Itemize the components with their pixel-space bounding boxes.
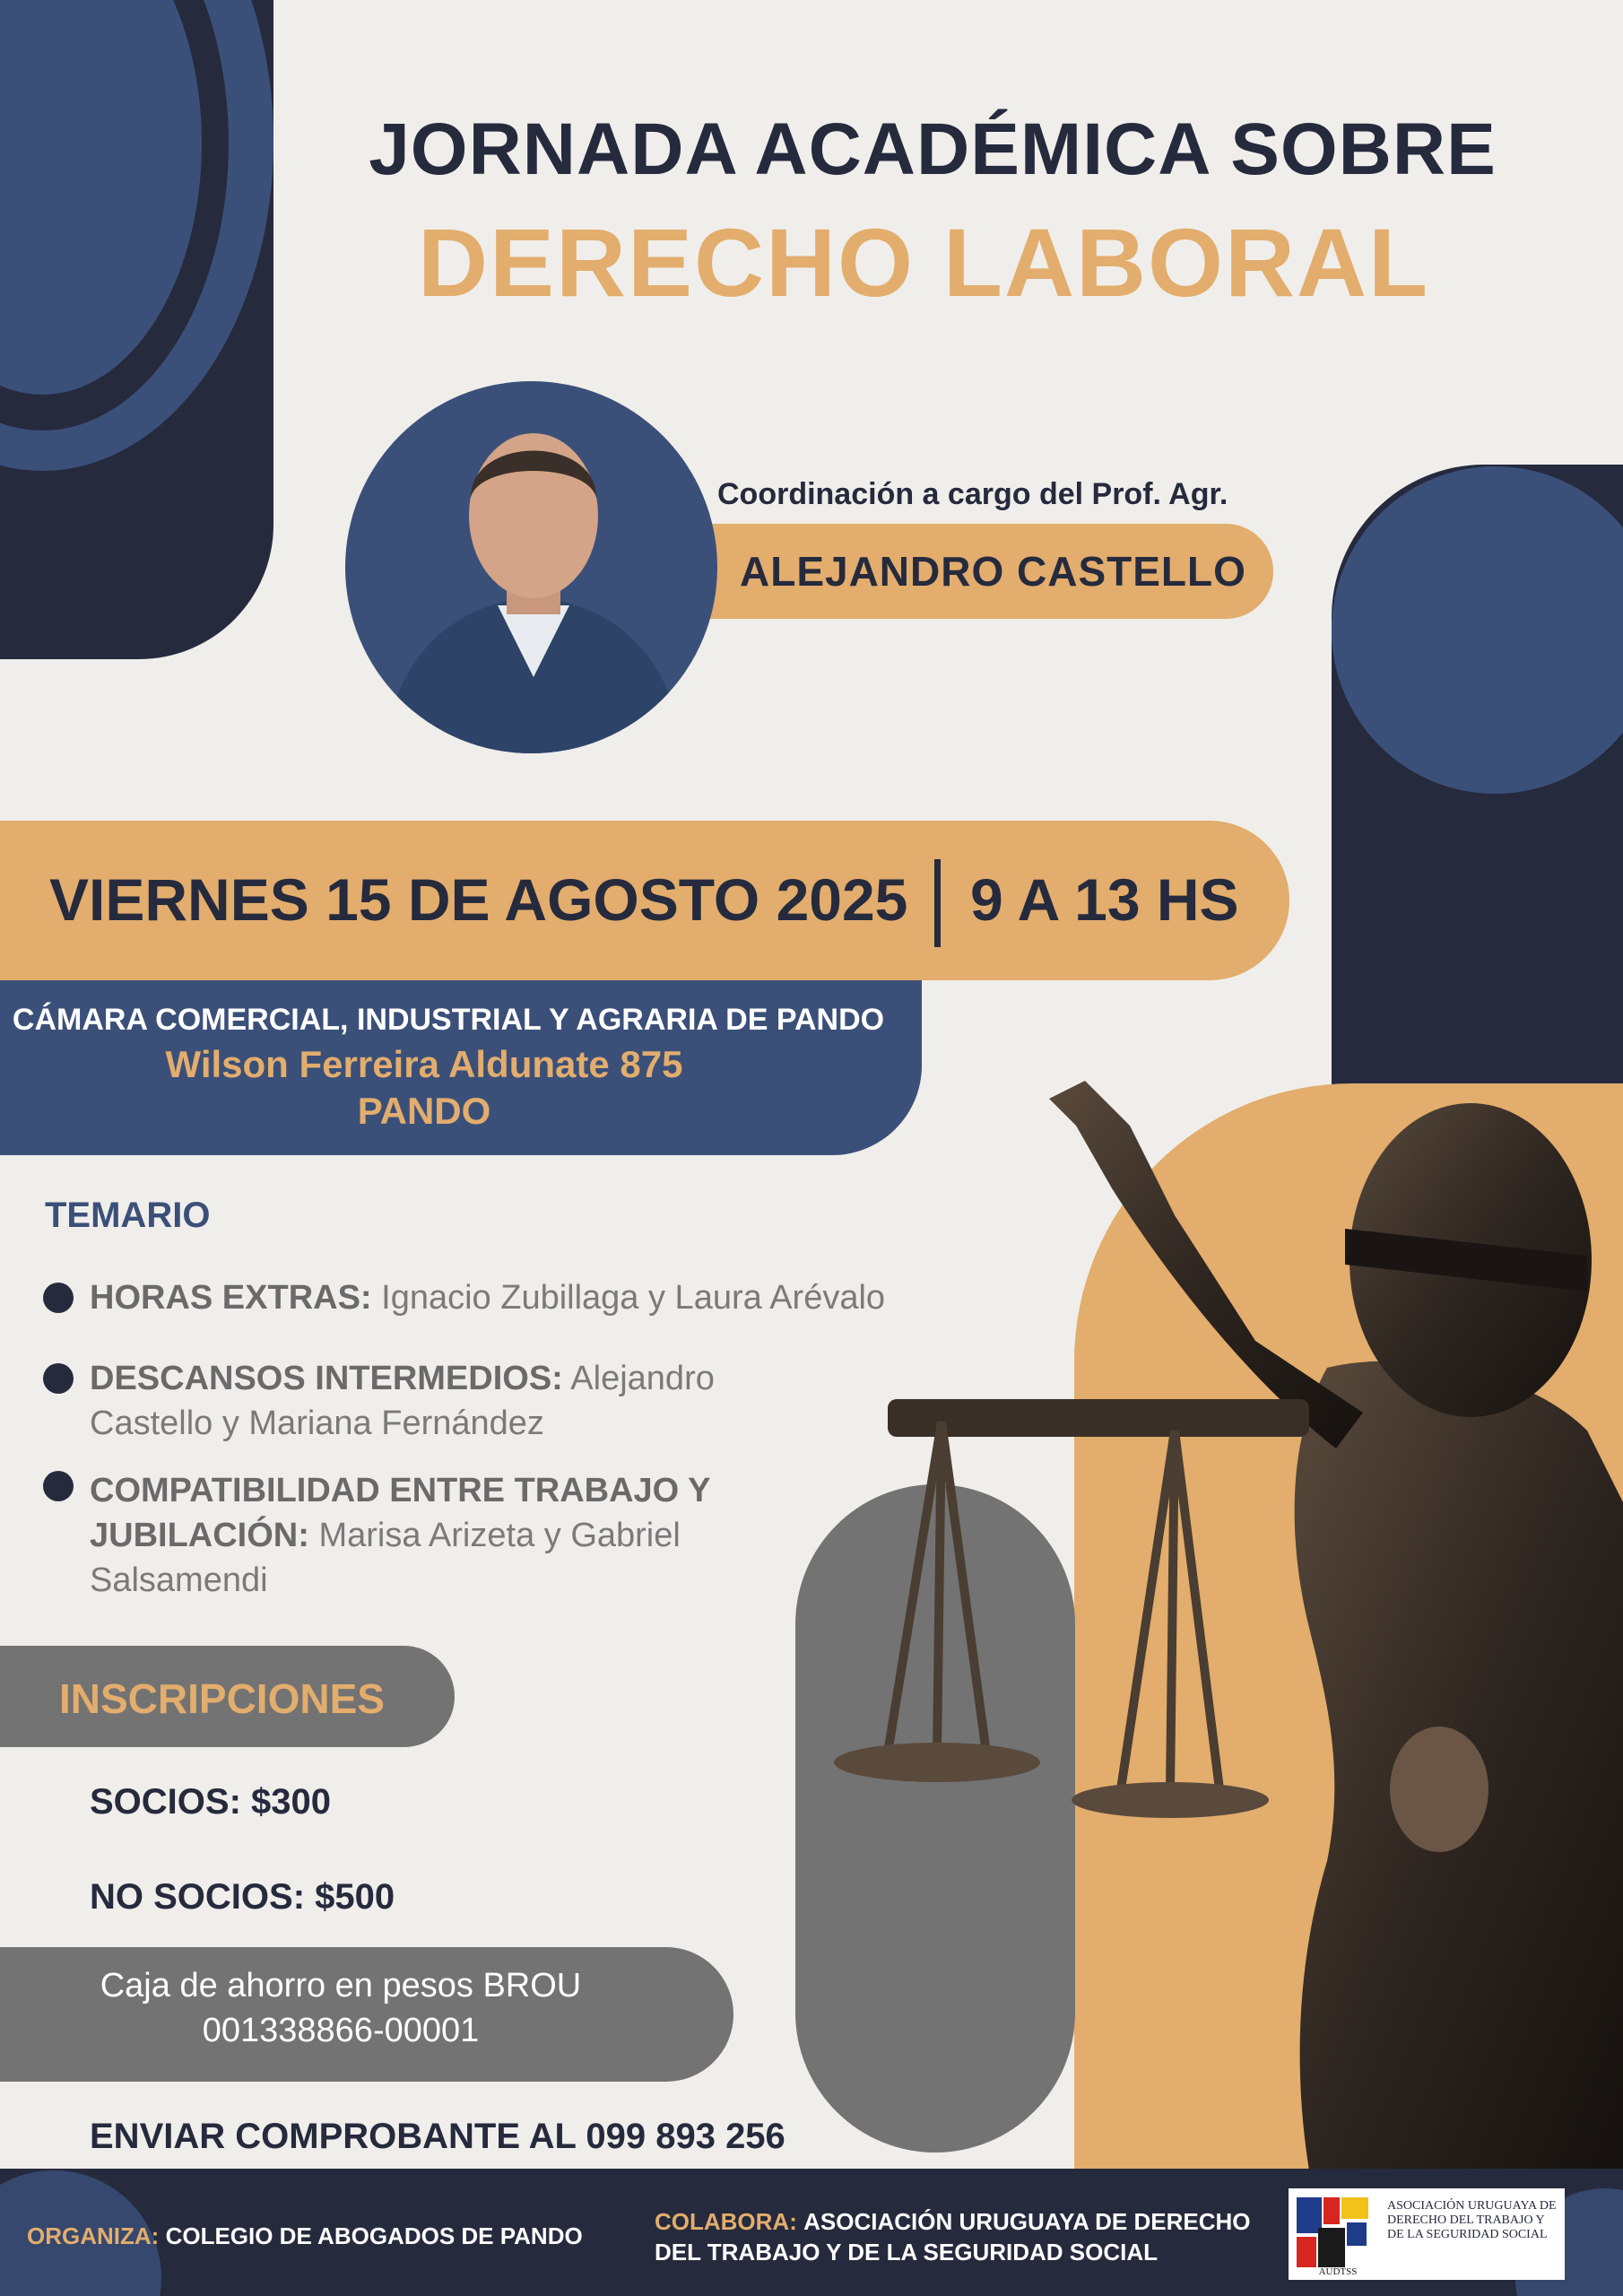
collaborator — [655, 2206, 1251, 2267]
audtss-logo-text: ASOCIACIÓN URUGUAYA DE DERECHO DEL TRABAJO Y DE LA SEGURIDAD SOCIAL — [1387, 2199, 1557, 2241]
event-date: VIERNES 15 DE AGOSTO 2025 — [49, 866, 908, 933]
temario-title: TEMARIO — [45, 1196, 211, 1235]
bullet-icon — [43, 1283, 74, 1313]
logo-acronym: AUDTSS — [1318, 2266, 1358, 2276]
temario-topic: HORAS EXTRAS: — [90, 1279, 372, 1317]
bank-account-type: Caja de ahorro en pesos BROU — [100, 1967, 582, 2005]
price-no-socios: NO SOCIOS: $500 — [90, 1877, 395, 1917]
scale-left-pan — [834, 1743, 1040, 1782]
temario-item — [90, 1275, 968, 1320]
audtss-logo-mark — [1293, 2192, 1383, 2276]
organizer-name: COLEGIO DE ABOGADOS DE PANDO — [165, 2222, 583, 2249]
statue-medallion — [1390, 1726, 1488, 1852]
venue-city: PANDO — [357, 1090, 491, 1132]
temario-speakers: Marisa Arizeta y Gabriel Salsamendi — [90, 1517, 681, 1599]
price-socios: SOCIOS: $300 — [90, 1782, 332, 1822]
bullet-icon — [43, 1363, 74, 1394]
temario-topic: DESCANSOS INTERMEDIOS: — [90, 1360, 563, 1397]
temario-topic: COMPATIBILIDAD ENTRE TRABAJO Y JUBILACIÓN: — [90, 1472, 710, 1554]
person-photo — [345, 381, 717, 753]
organizer-label: ORGANIZA: — [27, 2222, 160, 2249]
title-line-1: JORNADA ACADÉMICA SOBRE — [369, 109, 1497, 190]
title-line-2: DERECHO LABORAL — [418, 208, 1429, 317]
coordinator-name: ALEJANDRO CASTELLO — [740, 548, 1246, 595]
venue-street: Wilson Ferreira Aldunate 875 — [165, 1043, 683, 1085]
scale-left-chains — [888, 1422, 986, 1753]
inscripciones-title: INSCRIPCIONES — [59, 1675, 385, 1722]
coordinator-intro: Coordinación a cargo del Prof. Agr. — [717, 477, 1228, 511]
bullet-icon — [43, 1471, 74, 1501]
collaborator-name-line1: ASOCIACIÓN URUGUAYA DE DERECHO — [803, 2208, 1251, 2235]
event-time: 9 A 13 HS — [970, 866, 1239, 933]
bank-account-number: 001338866-00001 — [202, 2012, 480, 2049]
temario-item — [90, 1356, 771, 1446]
lady-justice-statue — [753, 1072, 1623, 2170]
statue-arm — [1049, 1081, 1363, 1448]
date-time-divider — [934, 859, 941, 947]
collaborator-label: COLABORA: — [655, 2208, 797, 2235]
scale-right-chains — [1121, 1431, 1219, 1789]
send-receipt-text: ENVIAR COMPROBANTE AL 099 893 256 — [90, 2117, 785, 2156]
person-photo-illustration — [345, 381, 717, 753]
temario-speakers: Ignacio Zubillaga y Laura Arévalo — [381, 1279, 886, 1317]
scale-right-pan — [1072, 1782, 1269, 1818]
organizer — [27, 2222, 583, 2250]
collaborator-name-line2: DEL TRABAJO Y DE LA SEGURIDAD SOCIAL — [655, 2239, 1158, 2266]
scale-beam — [888, 1399, 1309, 1437]
temario-item — [90, 1468, 771, 1603]
venue-name: CÁMARA COMERCIAL, INDUSTRIAL Y AGRARIA DE PANDO — [12, 1003, 885, 1037]
temario-speakers: Alejandro Castello y Mariana Fernández — [90, 1360, 715, 1442]
